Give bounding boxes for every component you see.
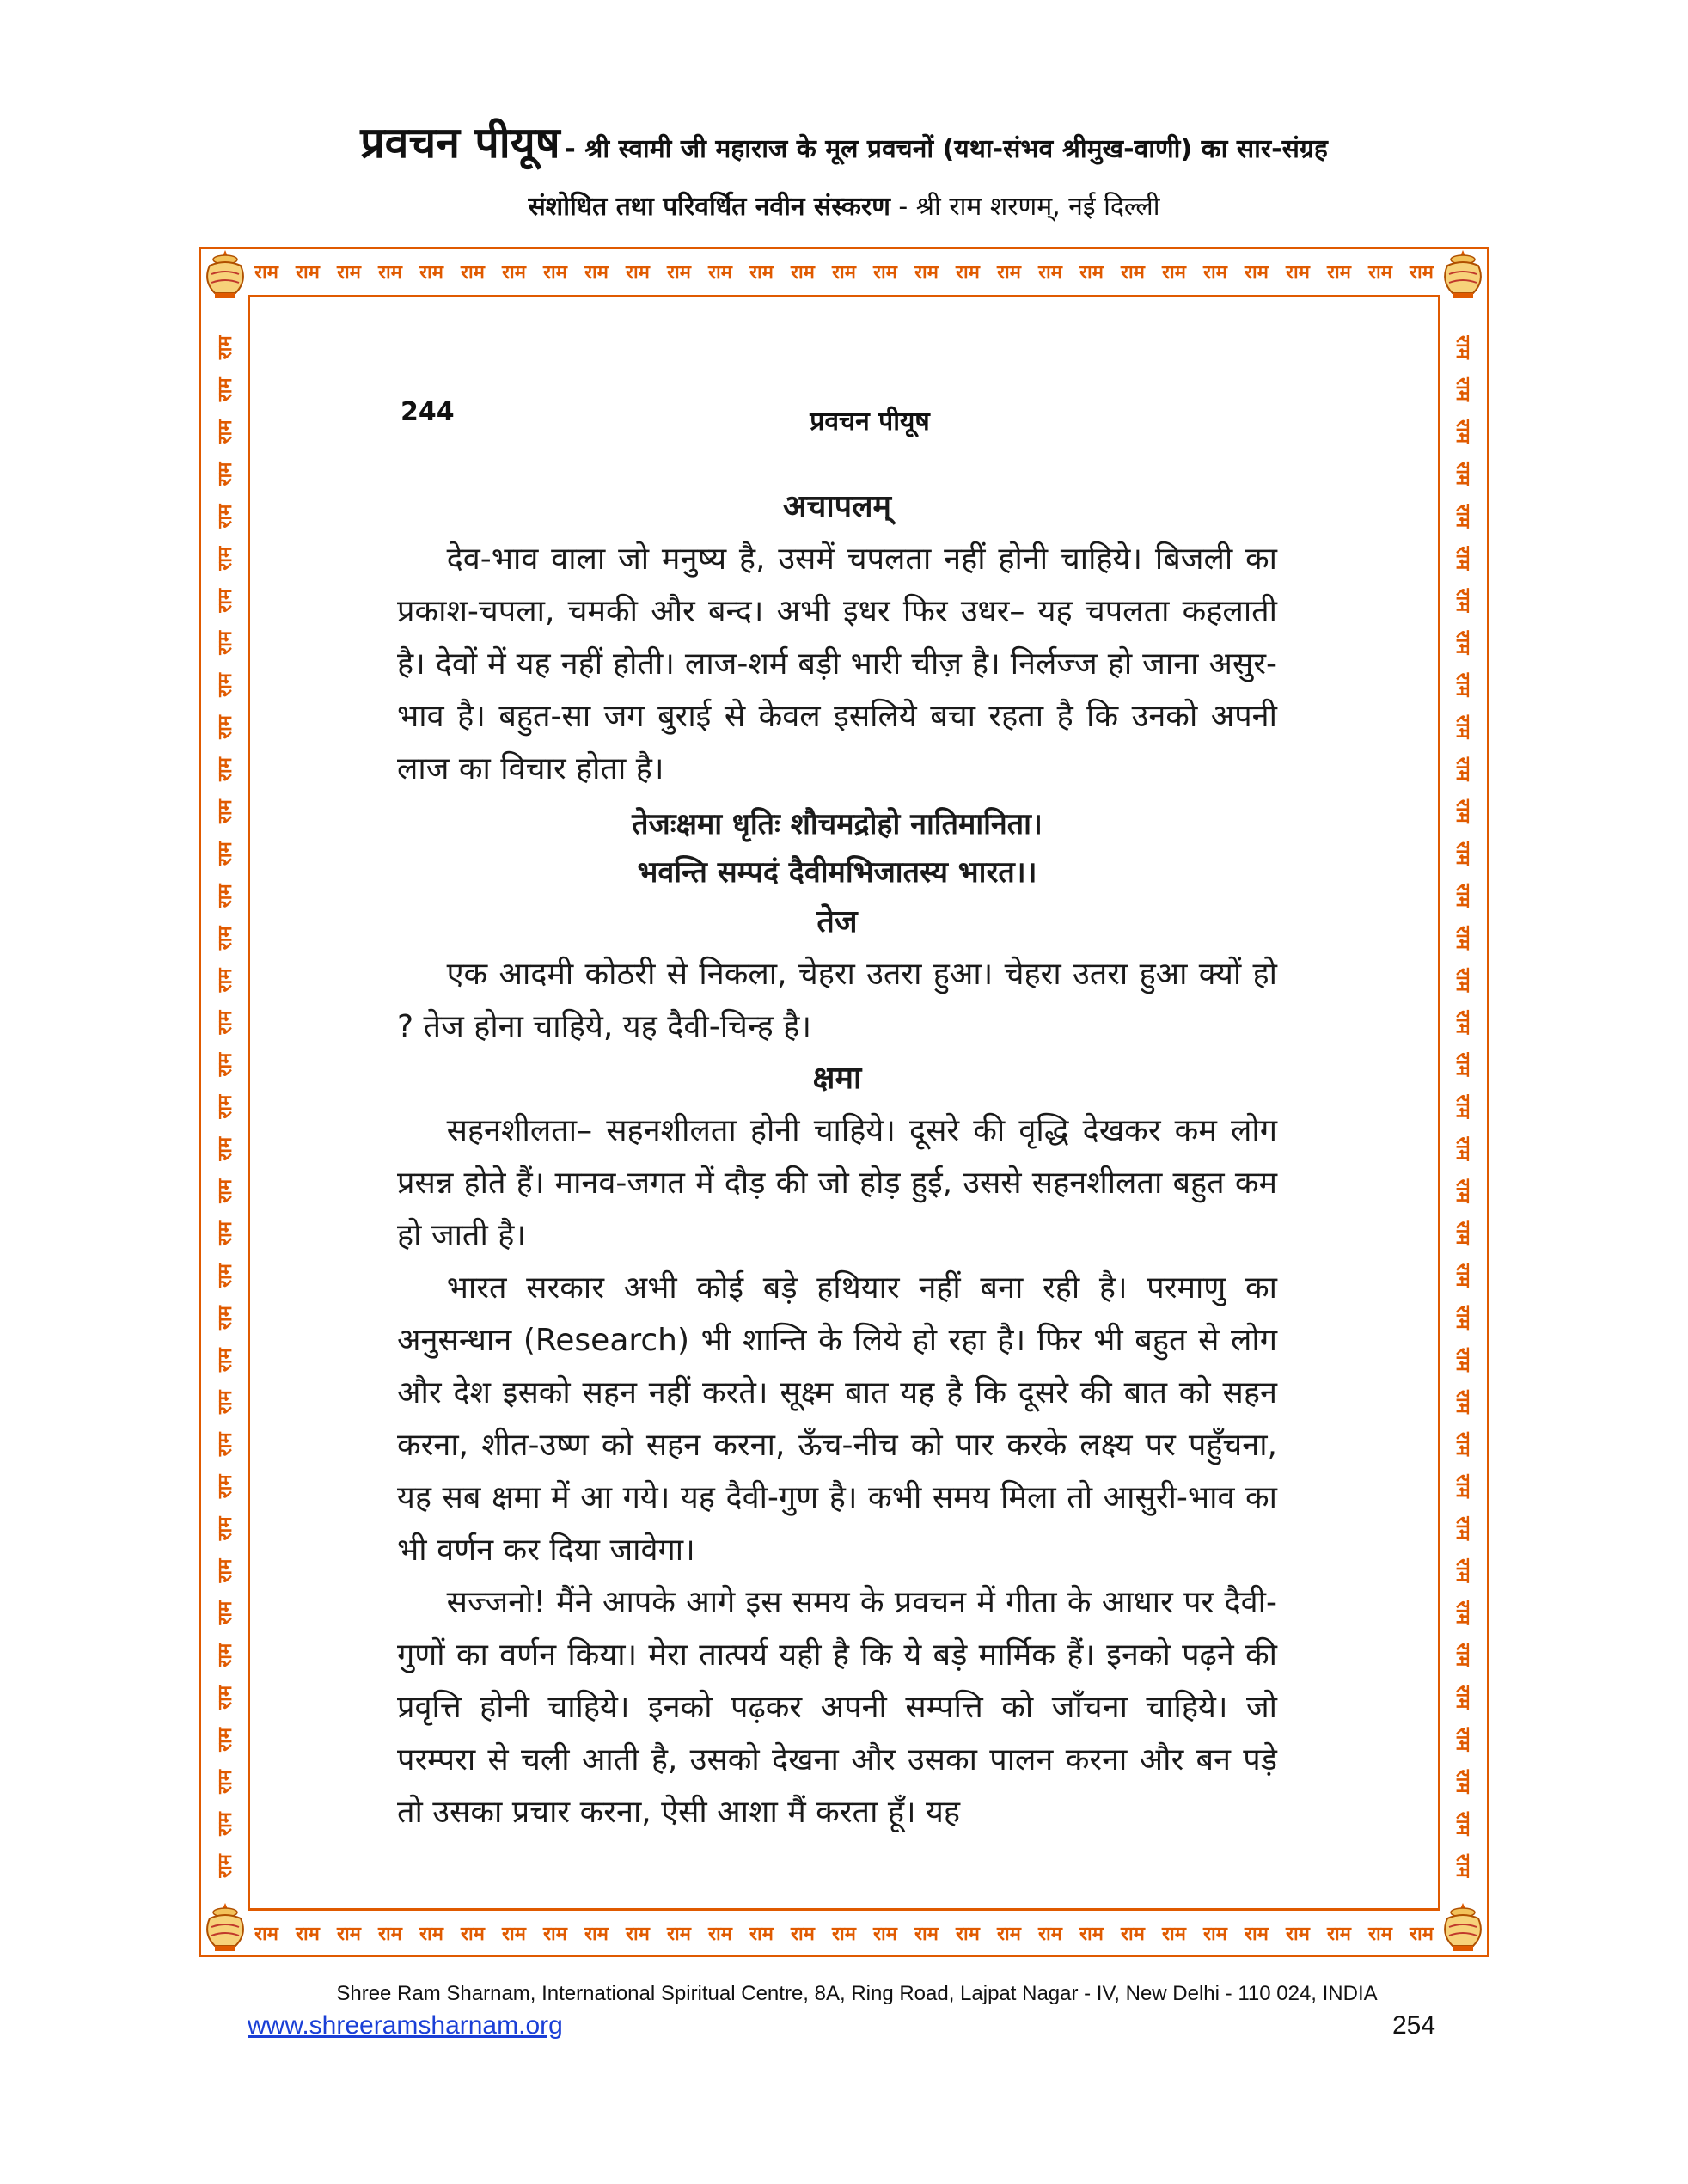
- ram-word: राम: [1452, 1178, 1473, 1203]
- header-title-line: [0, 112, 1688, 170]
- ram-word: राम: [1245, 1924, 1269, 1945]
- ram-word: राम: [1286, 262, 1310, 284]
- header-subtitle: - श्री स्वामी जी महाराज के मूल प्रवचनों (यथा-संभव श्रीमुख-वाणी) का सार-संग्रह: [565, 134, 1328, 164]
- ram-word: राम: [215, 1854, 236, 1878]
- ram-word: राम: [215, 630, 236, 655]
- ram-word: राम: [419, 262, 443, 284]
- ram-word: राम: [378, 262, 402, 284]
- ram-word: राम: [215, 1263, 236, 1288]
- ram-word: राम: [215, 799, 236, 824]
- ram-word: राम: [873, 1924, 897, 1945]
- ram-word: राम: [584, 1924, 609, 1945]
- ram-word: राम: [1121, 1924, 1145, 1945]
- ram-word: राम: [749, 1924, 774, 1945]
- paragraph: एक आदमी कोठरी से निकला, चेहरा उतरा हुआ। चेहरा उतरा हुआ क्यों हो ? तेज होना चाहिये, यह दैवी-चिन्ह है।: [397, 957, 1277, 1044]
- ram-word: राम: [1452, 1600, 1473, 1625]
- ram-word: राम: [1079, 262, 1104, 284]
- ram-word: राम: [215, 546, 236, 571]
- ram-word: राम: [215, 1052, 236, 1077]
- ram-word: राम: [215, 1685, 236, 1710]
- ram-word: राम: [832, 262, 856, 284]
- ram-word: राम: [1452, 1769, 1473, 1794]
- ram-word: राम: [1452, 588, 1473, 613]
- ram-word: राम: [914, 262, 939, 284]
- ram-word: राम: [1452, 1136, 1473, 1161]
- ram-word: राम: [1452, 841, 1473, 866]
- ram-word: राम: [1452, 1685, 1473, 1710]
- ram-word: राम: [215, 1010, 236, 1035]
- ram-word: राम: [1162, 262, 1186, 284]
- ram-word: राम: [337, 1924, 361, 1945]
- ram-word: राम: [584, 262, 609, 284]
- ram-word: राम: [1452, 504, 1473, 529]
- ram-word: राम: [1368, 1924, 1392, 1945]
- header-edition: संशोधित तथा परिवर्धित नवीन संस्करण: [528, 192, 890, 222]
- ram-word: राम: [626, 262, 650, 284]
- ram-word: राम: [543, 1924, 567, 1945]
- kalash-icon: [1439, 248, 1487, 302]
- ram-word: राम: [708, 1924, 732, 1945]
- ram-word: राम: [296, 262, 320, 284]
- ram-word: राम: [1452, 672, 1473, 697]
- ram-word: राम: [378, 1924, 402, 1945]
- header-title: प्रवचन पीयूष: [360, 118, 560, 168]
- ram-word: राम: [626, 1924, 650, 1945]
- ram-word: राम: [215, 884, 236, 908]
- ram-word: राम: [1452, 798, 1473, 823]
- ram-word: राम: [1452, 1094, 1473, 1119]
- ram-word: राम: [215, 1643, 236, 1667]
- kalash-icon: [201, 248, 249, 302]
- ram-word: राम: [1452, 1558, 1473, 1583]
- ram-border-left: [204, 335, 245, 1878]
- ram-word: राम: [215, 1812, 236, 1836]
- ram-word: राम: [1452, 1811, 1473, 1836]
- ram-word: राम: [1452, 926, 1473, 950]
- ram-word: राम: [1121, 262, 1145, 284]
- ram-border-bottom: [249, 1912, 1439, 1954]
- ram-word: राम: [1327, 262, 1351, 284]
- ram-word: राम: [1452, 714, 1473, 739]
- ram-word: राम: [215, 1094, 236, 1119]
- kalash-icon: [201, 1901, 249, 1955]
- ram-word: राम: [1452, 1010, 1473, 1035]
- running-head: प्रवचन पीयूष: [810, 407, 930, 437]
- ram-word: राम: [543, 262, 567, 284]
- ram-word: राम: [1452, 1052, 1473, 1077]
- ram-word: राम: [1327, 1924, 1351, 1945]
- ram-word: राम: [914, 1924, 939, 1945]
- footer-address: Shree Ram Sharnam, International Spiritual Centre, 8A, Ring Road, Lajpat Nagar - IV, New Delhi - 110 024, INDIA: [336, 1982, 1378, 2005]
- ram-word: राम: [215, 968, 236, 993]
- verse-line: भवन्ति सम्पदं दैवीमभिजातस्य भारत।।: [637, 855, 1037, 890]
- ram-word: राम: [1079, 1924, 1104, 1945]
- ram-word: राम: [1452, 1305, 1473, 1330]
- ram-word: राम: [215, 841, 236, 866]
- ram-word: राम: [215, 1558, 236, 1583]
- ram-word: राम: [215, 1727, 236, 1752]
- ram-word: राम: [708, 262, 732, 284]
- ram-word: राम: [1038, 1924, 1062, 1945]
- ram-word: राम: [461, 1924, 485, 1945]
- section-heading-achapalam: अचापलम्: [782, 489, 892, 524]
- ram-word: राम: [997, 262, 1021, 284]
- ram-word: राम: [749, 262, 774, 284]
- ram-word: राम: [215, 504, 236, 529]
- paragraph: सज्जनो! मैंने आपके आगे इस समय के प्रवचन में गीता के आधार पर दैवी-गुणों का वर्णन किया। मेरा तात्पर्य यही है कि ये बड़े मार्मिक हैं। इनको पढ़ने की प्रवृत्ति होनी चाहिये। इनको पढ़कर अपनी सम्पत्ति को जाँचना चाहिये। जो परम्परा से चली आती है, उसको देखना और उसका पालन करना और बन पड़े तो उसका प्रचार करना, ऐसी आशा मैं करता हूँ। यह: [397, 1585, 1277, 1830]
- ram-word: राम: [667, 1924, 691, 1945]
- ram-word: राम: [1368, 262, 1392, 284]
- ram-word: राम: [1452, 1474, 1473, 1498]
- ram-word: राम: [1452, 1727, 1473, 1752]
- section-heading-kshama: क्षमा: [812, 1061, 862, 1096]
- ram-word: राम: [215, 672, 236, 697]
- ram-word: राम: [1452, 1389, 1473, 1414]
- ram-word: राम: [1452, 1853, 1473, 1878]
- ram-word: राम: [1245, 262, 1269, 284]
- ram-word: राम: [1286, 1924, 1310, 1945]
- ram-word: राम: [215, 1306, 236, 1330]
- ram-word: राम: [1452, 1516, 1473, 1541]
- ram-word: राम: [215, 1516, 236, 1541]
- ram-word: राम: [1452, 1432, 1473, 1456]
- book-content: [397, 464, 1277, 1838]
- ram-word: राम: [1452, 462, 1473, 486]
- ram-border-right-text: [1443, 335, 1484, 1878]
- verse-line: तेजःक्षमा धृतिः शौचमद्रोहो नातिमानिता।: [632, 807, 1043, 841]
- ram-word: राम: [956, 1924, 980, 1945]
- ram-word: राम: [1452, 1263, 1473, 1288]
- ram-word: राम: [1410, 1924, 1434, 1945]
- header-publisher: - श्री राम शरणम्, नई दिल्ली: [890, 192, 1160, 222]
- paragraph: देव-भाव वाला जो मनुष्य है, उसमें चपलता नहीं होनी चाहिये। बिजली का प्रकाश-चपला, चमकी और बन्द। अभी इधर फिर उधर– यह चपलता कहलाती है। देवों में यह नहीं होती। लाज-शर्म बड़ी भारी चीज़ है। निर्लज्ज हो जाना असुर-भाव है। बहुत-सा जग बुराई से केवल इसलिये बचा रहता है कि उनको अपनी लाज का विचार होता है।: [397, 541, 1277, 786]
- ram-border-left-text: [204, 335, 245, 1878]
- header-edition-line: [0, 187, 1688, 223]
- ram-word: राम: [215, 1136, 236, 1161]
- ram-word: राम: [502, 1924, 526, 1945]
- ram-word: राम: [1452, 756, 1473, 781]
- ram-word: राम: [1452, 546, 1473, 571]
- book-page-number: 244: [401, 397, 455, 427]
- paragraph: सहनशीलता– सहनशीलता होनी चाहिये। दूसरे की वृद्धि देखकर कम लोग प्रसन्न होते हैं। मानव-जगत में दौड़ की जो होड़ हुई, उससे सहनशीलता बहुत कम हो जाती है।: [397, 1113, 1277, 1253]
- ram-word: राम: [1410, 262, 1434, 284]
- ram-word: राम: [215, 926, 236, 951]
- ram-word: राम: [215, 335, 236, 360]
- ram-word: राम: [215, 757, 236, 781]
- ram-word: राम: [1452, 419, 1473, 444]
- ram-word: राम: [215, 1348, 236, 1373]
- website-link[interactable]: www.shreeramsharnam.org: [248, 2011, 563, 2040]
- ram-word: राम: [215, 1600, 236, 1625]
- ram-word: राम: [337, 262, 361, 284]
- ram-word: राम: [215, 1390, 236, 1415]
- section-heading-tej: तेज: [816, 904, 858, 939]
- ram-word: राम: [215, 588, 236, 613]
- ram-word: राम: [1452, 377, 1473, 401]
- ram-word: राम: [461, 262, 485, 284]
- ram-word: राम: [215, 462, 236, 486]
- ram-word: राम: [419, 1924, 443, 1945]
- ram-word: राम: [832, 1924, 856, 1945]
- ram-word: राम: [956, 262, 980, 284]
- ram-word: राम: [215, 1474, 236, 1499]
- ram-word: राम: [1452, 335, 1473, 359]
- ram-word: राम: [215, 419, 236, 444]
- ram-word: राम: [215, 715, 236, 739]
- document-header: [0, 112, 1688, 223]
- ram-word: राम: [254, 262, 278, 284]
- ram-word: राम: [997, 1924, 1021, 1945]
- ram-word: राम: [254, 1924, 278, 1945]
- ram-word: राम: [1452, 1643, 1473, 1667]
- ram-word: राम: [1452, 630, 1473, 655]
- ram-word: राम: [1452, 1347, 1473, 1372]
- ram-word: राम: [215, 377, 236, 402]
- ram-word: राम: [1452, 884, 1473, 908]
- ram-word: राम: [215, 1432, 236, 1457]
- ram-word: राम: [873, 262, 897, 284]
- ram-word: राम: [791, 262, 815, 284]
- paragraph: भारत सरकार अभी कोई बड़े हथियार नहीं बना रही है। परमाणु का अनुसन्धान (Research) भी शान्ति के लिये हो रहा है। फिर भी बहुत से लोग और देश इसको सहन नहीं करते। सूक्ष्म बात यह है कि दूसरे की बात को सहन करना, शीत-उष्ण को सहन करना, ऊँच-नीच को पार करके लक्ष्य पर पहुँचना, यह सब क्षमा में आ गये। यह दैवी-गुण है। कभी समय मिला तो आसुरी-भाव का भी वर्णन कर दिया जावेगा।: [397, 1270, 1277, 1568]
- ram-word: राम: [1452, 968, 1473, 993]
- ram-word: राम: [502, 262, 526, 284]
- ram-border-top: [249, 251, 1439, 292]
- ram-word: राम: [667, 262, 691, 284]
- ram-word: राम: [791, 1924, 815, 1945]
- ram-word: राम: [215, 1178, 236, 1203]
- pdf-page-number: 254: [1392, 2011, 1436, 2040]
- ram-word: राम: [296, 1924, 320, 1945]
- kalash-icon: [1439, 1901, 1487, 1955]
- ram-word: राम: [1038, 262, 1062, 284]
- ram-border-right: [1443, 335, 1484, 1878]
- ram-word: राम: [215, 1220, 236, 1245]
- ram-word: राम: [1452, 1220, 1473, 1245]
- ram-word: राम: [1203, 1924, 1227, 1945]
- ram-word: राम: [1203, 262, 1227, 284]
- ram-word: राम: [215, 1769, 236, 1794]
- ram-word: राम: [1162, 1924, 1186, 1945]
